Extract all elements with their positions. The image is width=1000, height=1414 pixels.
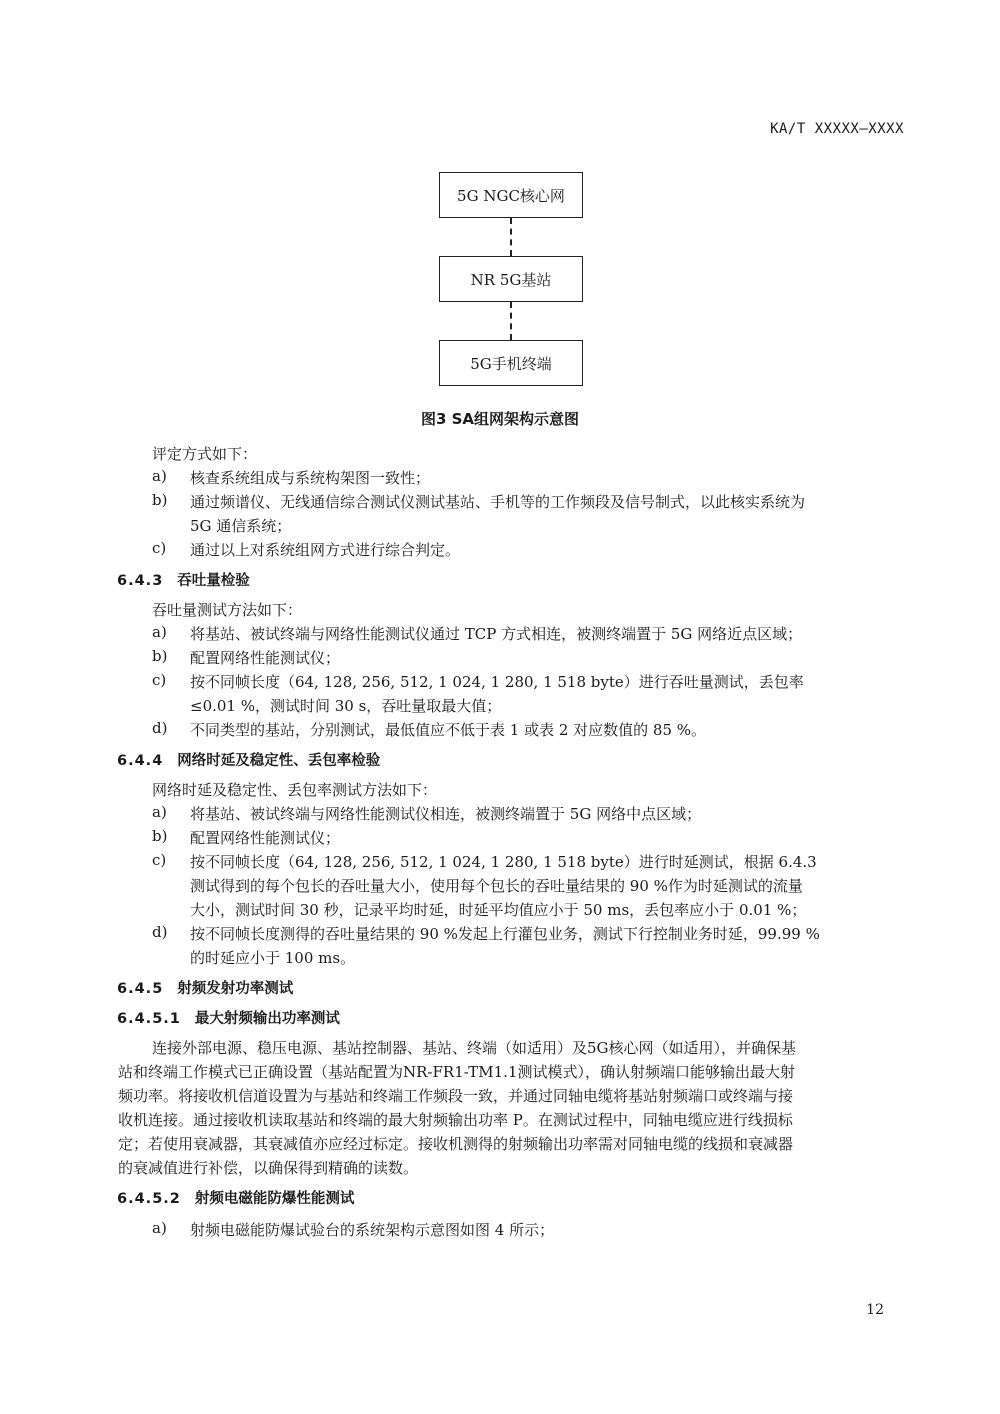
section-number: 6.4.3 xyxy=(117,573,164,589)
section-number: 6.4.5.2 xyxy=(117,1191,181,1207)
section-heading-6-4-5-1 xyxy=(117,1007,340,1028)
section-heading-6-4-5 xyxy=(117,977,293,998)
diagram-dashed-link xyxy=(510,302,512,340)
diagram-dashed-link xyxy=(510,218,512,256)
list-item-text: 大小，测试时间 30 秒，记录平均时延，时延平均值应小于 50 ms，丢包率应小于 0.01 %； xyxy=(190,901,807,919)
list-marker: a) xyxy=(152,1219,167,1237)
list-item-text: 5G 通信系统； xyxy=(190,517,292,535)
list-marker: a) xyxy=(152,623,167,641)
list-item-text: 测试得到的每个包长的吞吐量大小，使用每个包长的吞吐量结果的 90 %作为时延测试的流量 xyxy=(190,877,803,895)
paragraph-line: 站和终端工作模式已正确设置（基站配置为NR-FR1-TM1.1测试模式），确认射频端口能够输出最大射 xyxy=(118,1063,795,1081)
section-title: 射频电磁能防爆性能测试 xyxy=(194,1191,355,1207)
list-item-text: 按不同帧长度（64, 128, 256, 512, 1 024, 1 280, 1 518 byte）进行时延测试，根据 6.4.3 xyxy=(190,853,817,871)
list-item-text: 配置网络性能测试仪； xyxy=(190,649,341,667)
paragraph-line: 频功率。将接收机信道设置为与基站和终端工作频段一致，并通过同轴电缆将基站射频端口或终端与接 xyxy=(118,1087,794,1105)
list-marker: c) xyxy=(152,539,167,557)
eval-intro: 评定方式如下： xyxy=(152,445,258,463)
list-item-text: 射频电磁能防爆试验台的系统架构示意图如图 4 所示； xyxy=(190,1221,555,1239)
paragraph-line: 连接外部电源、稳压电源、基站控制器、基站、终端（如适用）及5G核心网（如适用），并确保基 xyxy=(152,1039,797,1057)
list-item-text: 将基站、被试终端与网络性能测试仪通过 TCP 方式相连，被测终端置于 5G 网络近点区域； xyxy=(190,625,803,643)
section-title: 最大射频输出功率测试 xyxy=(194,1011,340,1027)
list-marker: c) xyxy=(152,671,167,689)
section-title: 射频发射功率测试 xyxy=(177,981,294,997)
list-item-text: 的时延应小于 100 ms。 xyxy=(190,949,356,967)
page-number: 12 xyxy=(866,1302,884,1318)
list-marker: d) xyxy=(152,923,168,941)
sa-network-diagram xyxy=(0,0,1000,440)
section-intro: 吞吐量测试方法如下： xyxy=(152,601,303,619)
list-item-text: 核查系统组成与系统构架图一致性； xyxy=(190,469,431,487)
document-code: KA/T XXXXX—XXXX xyxy=(770,121,904,137)
section-title: 吞吐量检验 xyxy=(177,573,250,589)
list-marker: d) xyxy=(152,719,168,737)
diagram-node-terminal: 5G手机终端 xyxy=(439,340,583,386)
list-item-text: 不同类型的基站，分别测试，最低值应不低于表 1 或表 2 对应数值的 85 %。 xyxy=(190,721,707,739)
diagram-node-core-network: 5G NGC核心网 xyxy=(439,172,583,218)
paragraph-line: 定；若使用衰减器，其衰减值亦应经过标定。接收机测得的射频输出功率需对同轴电缆的线损和衰减器 xyxy=(118,1135,794,1153)
section-number: 6.4.5.1 xyxy=(117,1011,181,1027)
paragraph-line: 的衰减值进行补偿，以确保得到精确的读数。 xyxy=(118,1159,419,1177)
list-item-text: 配置网络性能测试仪； xyxy=(190,829,341,847)
section-heading-6-4-3 xyxy=(117,569,250,590)
list-marker: b) xyxy=(152,491,168,509)
list-marker: a) xyxy=(152,803,167,821)
section-number: 6.4.5 xyxy=(117,981,164,997)
list-item-text: 通过以上对系统组网方式进行综合判定。 xyxy=(190,541,461,559)
list-marker: b) xyxy=(152,827,168,845)
section-title: 网络时延及稳定性、丢包率检验 xyxy=(177,753,381,769)
list-marker: c) xyxy=(152,851,167,869)
list-item-text: 按不同帧长度测得的吞吐量结果的 90 %发起上行灌包业务，测试下行控制业务时延，99.99 % xyxy=(190,925,820,943)
list-marker: a) xyxy=(152,467,167,485)
diagram-node-base-station: NR 5G基站 xyxy=(439,256,583,302)
list-item-text: 按不同帧长度（64, 128, 256, 512, 1 024, 1 280, 1 518 byte）进行吞吐量测试，丢包率 xyxy=(190,673,804,691)
list-marker: b) xyxy=(152,647,168,665)
list-item-text: 将基站、被试终端与网络性能测试仪相连，被测终端置于 5G 网络中点区域； xyxy=(190,805,702,823)
section-heading-6-4-4 xyxy=(117,749,380,770)
list-item-text: ≤0.01 %，测试时间 30 s，吞吐量取最大值； xyxy=(190,697,502,715)
section-intro: 网络时延及稳定性、丢包率测试方法如下： xyxy=(152,781,438,799)
section-heading-6-4-5-2 xyxy=(117,1187,354,1208)
list-item-text: 通过频谱仪、无线通信综合测试仪测试基站、手机等的工作频段及信号制式，以此核实系统为 xyxy=(190,493,806,511)
figure-caption: 图3 SA组网架构示意图 xyxy=(420,410,580,428)
paragraph-line: 收机连接。通过接收机读取基站和终端的最大射频输出功率 P。在测试过程中，同轴电缆应进行线损标 xyxy=(118,1111,793,1129)
section-number: 6.4.4 xyxy=(117,753,164,769)
